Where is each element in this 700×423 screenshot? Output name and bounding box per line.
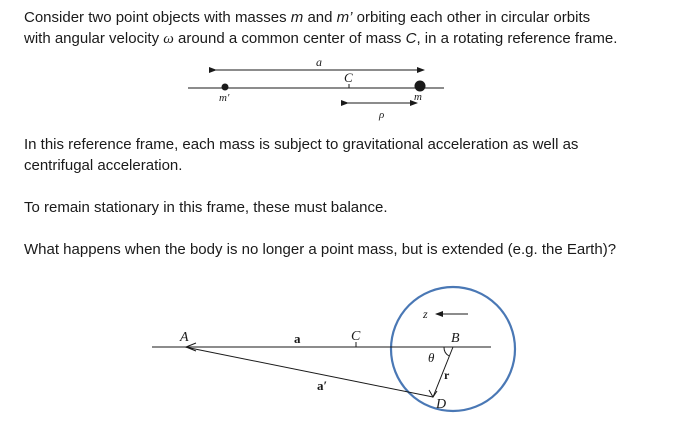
label-theta: θ (428, 350, 435, 365)
intro-line-1: Consider two point objects with masses m and m’ orbiting each other in circular orbits (24, 9, 591, 26)
label-c-2: C (351, 329, 361, 344)
line-b-to-d (433, 347, 453, 397)
mass-m-prime: m’ (336, 9, 353, 26)
label-b: B (451, 331, 460, 346)
label-m: m (414, 91, 422, 103)
label-a-prime: a′ (317, 378, 328, 393)
center-of-mass-c: C (405, 30, 417, 47)
label-m-prime: m′ (219, 92, 230, 104)
label-point-a: A (180, 330, 189, 345)
label-rho: ρ (379, 109, 385, 121)
paragraph-question: What happens when the body is no longer a point mass, but is extended (e.g. the Earth)? (24, 241, 617, 258)
paragraph-2-line-2: centrifugal acceleration. (24, 157, 183, 174)
label-c: C (344, 70, 353, 85)
paragraph-balance: To remain stationary in this frame, these must balance. (24, 199, 388, 216)
omega-symbol: ω (163, 31, 174, 47)
label-z: z (423, 307, 428, 321)
paragraph-2-line-1: In this reference frame, each mass is subject to gravitational acceleration as well as (24, 136, 579, 153)
label-a: a (316, 55, 322, 69)
label-r: r (444, 368, 450, 382)
label-a-2: a (294, 331, 301, 346)
intro-line-2: with angular velocity ω around a common center of mass C, in a rotating reference frame. (24, 30, 618, 47)
theta-arc (444, 347, 449, 356)
label-d: D (436, 397, 447, 412)
mass-m: m (290, 9, 304, 26)
